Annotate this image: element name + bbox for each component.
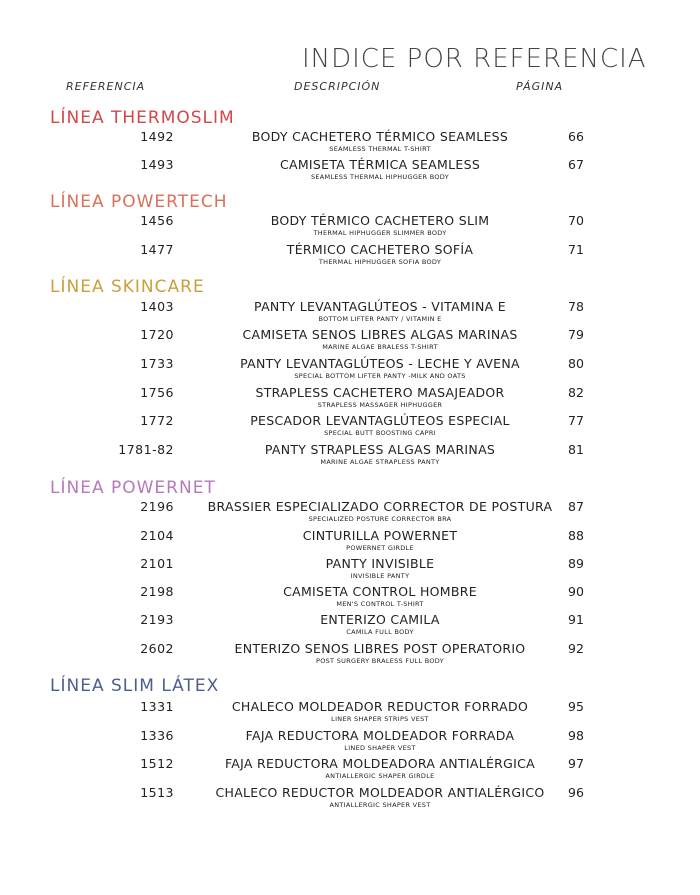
page-number: 66 xyxy=(568,129,584,144)
index-row xyxy=(0,442,700,472)
page-number: 88 xyxy=(568,528,584,543)
page-number: 90 xyxy=(568,584,584,599)
product-subtitle: BOTTOM LIFTER PANTY / VITAMIN E xyxy=(318,315,442,323)
product-description: CHALECO REDUCTOR MOLDEADOR ANTIALÉRGICO xyxy=(215,785,545,800)
index-row xyxy=(0,612,700,642)
page-number: 82 xyxy=(568,385,584,400)
reference-number: 2196 xyxy=(140,499,174,514)
column-header-page: PÁGINA xyxy=(516,80,564,93)
reference-number: 1477 xyxy=(140,242,174,257)
product-description: PESCADOR LEVANTAGLÚTEOS ESPECIAL xyxy=(250,413,510,428)
product-description: CAMISETA TÉRMICA SEAMLESS xyxy=(279,157,481,172)
product-description: BODY CACHETERO TÉRMICO SEAMLESS xyxy=(251,129,509,144)
product-subtitle: ANTIALLERGIC SHAPER VEST xyxy=(329,801,431,809)
page-number: 80 xyxy=(568,356,584,371)
index-row xyxy=(0,242,700,272)
product-subtitle: ANTIALLERGIC SHAPER GIRDLE xyxy=(325,772,435,780)
reference-number: 1492 xyxy=(140,129,174,144)
product-description: PANTY LEVANTAGLÚTEOS - VITAMINA E xyxy=(254,299,506,314)
index-row xyxy=(0,556,700,586)
index-row xyxy=(0,213,700,243)
product-subtitle: CAMILA FULL BODY xyxy=(346,628,414,636)
reference-number: 1756 xyxy=(140,385,174,400)
page-number: 87 xyxy=(568,499,584,514)
product-subtitle: SPECIAL BUTT BOOSTING CAPRI xyxy=(324,429,436,437)
section-title: LÍNEA SLIM LÁTEX xyxy=(50,676,220,696)
index-row xyxy=(0,413,700,443)
product-description: CAMISETA CONTROL HOMBRE xyxy=(283,584,477,599)
page-number: 67 xyxy=(568,157,584,172)
index-row xyxy=(0,785,700,815)
page-number: 92 xyxy=(568,641,584,656)
product-description: ENTERIZO CAMILA xyxy=(320,612,440,627)
page-number: 81 xyxy=(568,442,584,457)
product-subtitle: SPECIAL BOTTOM LIFTER PANTY -MILK AND OATS xyxy=(294,372,466,380)
page-number: 77 xyxy=(568,413,584,428)
product-subtitle: SPECIALIZED POSTURE CORRECTOR BRA xyxy=(308,515,452,523)
index-row xyxy=(0,584,700,614)
reference-number: 2602 xyxy=(140,641,174,656)
page-number: 96 xyxy=(568,785,584,800)
index-row xyxy=(0,641,700,671)
index-row xyxy=(0,699,700,729)
product-description: FAJA REDUCTORA MOLDEADOR FORRADA xyxy=(245,728,515,743)
product-subtitle: SEAMLESS THERMAL T-SHIRT xyxy=(329,145,431,153)
product-description: BRASSIER ESPECIALIZADO CORRECTOR DE POSTURA xyxy=(207,499,553,514)
product-subtitle: MEN'S CONTROL T-SHIRT xyxy=(336,600,424,608)
reference-number: 1513 xyxy=(140,785,174,800)
page-number: 78 xyxy=(568,299,584,314)
reference-number: 1336 xyxy=(140,728,174,743)
product-description: PANTY INVISIBLE xyxy=(325,556,435,571)
index-row xyxy=(0,129,700,159)
reference-number: 1720 xyxy=(140,327,174,342)
reference-number: 2198 xyxy=(140,584,174,599)
index-row xyxy=(0,499,700,529)
index-row xyxy=(0,327,700,357)
index-row xyxy=(0,385,700,415)
reference-number: 1456 xyxy=(140,213,174,228)
page-number: 95 xyxy=(568,699,584,714)
product-subtitle: LINED SHAPER VEST xyxy=(344,744,416,752)
product-subtitle: STRAPLESS MASSAGER HIPHUGGER xyxy=(317,401,443,409)
product-subtitle: MARINE ALGAE STRAPLESS PANTY xyxy=(320,458,440,466)
page-number: 71 xyxy=(568,242,584,257)
reference-number: 1331 xyxy=(140,699,174,714)
reference-number: 1733 xyxy=(140,356,174,371)
product-description: TÉRMICO CACHETERO SOFÍA xyxy=(286,242,474,257)
index-row xyxy=(0,528,700,558)
section-title: LÍNEA POWERTECH xyxy=(50,192,228,212)
index-row xyxy=(0,756,700,786)
product-description: ENTERIZO SENOS LIBRES POST OPERATORIO xyxy=(234,641,526,656)
section-title: LÍNEA SKINCARE xyxy=(50,277,205,297)
product-description: CHALECO MOLDEADOR REDUCTOR FORRADO xyxy=(231,699,529,714)
page-number: 91 xyxy=(568,612,584,627)
index-row xyxy=(0,728,700,758)
product-subtitle: LINER SHAPER STRIPS VEST xyxy=(331,715,429,723)
product-subtitle: THERMAL HIPHUGGER SLIMMER BODY xyxy=(313,229,447,237)
product-description: FAJA REDUCTORA MOLDEADORA ANTIALÉRGICA xyxy=(224,756,536,771)
product-description: STRAPLESS CACHETERO MASAJEADOR xyxy=(255,385,505,400)
index-row xyxy=(0,356,700,386)
product-subtitle: THERMAL HIPHUGGER SOFIA BODY xyxy=(318,258,442,266)
product-description: CAMISETA SENOS LIBRES ALGAS MARINAS xyxy=(242,327,518,342)
page-number: 70 xyxy=(568,213,584,228)
reference-number: 1403 xyxy=(140,299,174,314)
reference-number: 1493 xyxy=(140,157,174,172)
page-number: 79 xyxy=(568,327,584,342)
reference-number: 2104 xyxy=(140,528,174,543)
product-description: PANTY STRAPLESS ALGAS MARINAS xyxy=(264,442,496,457)
column-header-description: DESCRIPCIÓN xyxy=(294,80,381,93)
product-description: BODY TÉRMICO CACHETERO SLIM xyxy=(270,213,490,228)
reference-number: 2101 xyxy=(140,556,174,571)
page-title: INDICE POR REFERENCIA xyxy=(302,44,647,74)
page-number: 98 xyxy=(568,728,584,743)
reference-number: 1512 xyxy=(140,756,174,771)
page-number: 89 xyxy=(568,556,584,571)
product-subtitle: MARINE ALGAE BRALESS T-SHIRT xyxy=(322,343,438,351)
product-description: PANTY LEVANTAGLÚTEOS - LECHE Y AVENA xyxy=(240,356,520,371)
product-subtitle: INVISIBLE PANTY xyxy=(350,572,410,580)
section-title: LÍNEA POWERNET xyxy=(50,478,216,498)
section-title: LÍNEA THERMOSLIM xyxy=(50,108,235,128)
product-subtitle: SEAMLESS THERMAL HIPHUGGER BODY xyxy=(310,173,450,181)
product-description: CINTURILLA POWERNET xyxy=(302,528,458,543)
reference-number: 1781-82 xyxy=(118,442,174,457)
column-header-reference: REFERENCIA xyxy=(66,80,146,93)
index-row xyxy=(0,157,700,187)
reference-number: 2193 xyxy=(140,612,174,627)
reference-number: 1772 xyxy=(140,413,174,428)
index-row xyxy=(0,299,700,329)
product-subtitle: POST SURGERY BRALESS FULL BODY xyxy=(316,657,444,665)
page-number: 97 xyxy=(568,756,584,771)
product-subtitle: POWERNET GIRDLE xyxy=(346,544,414,552)
